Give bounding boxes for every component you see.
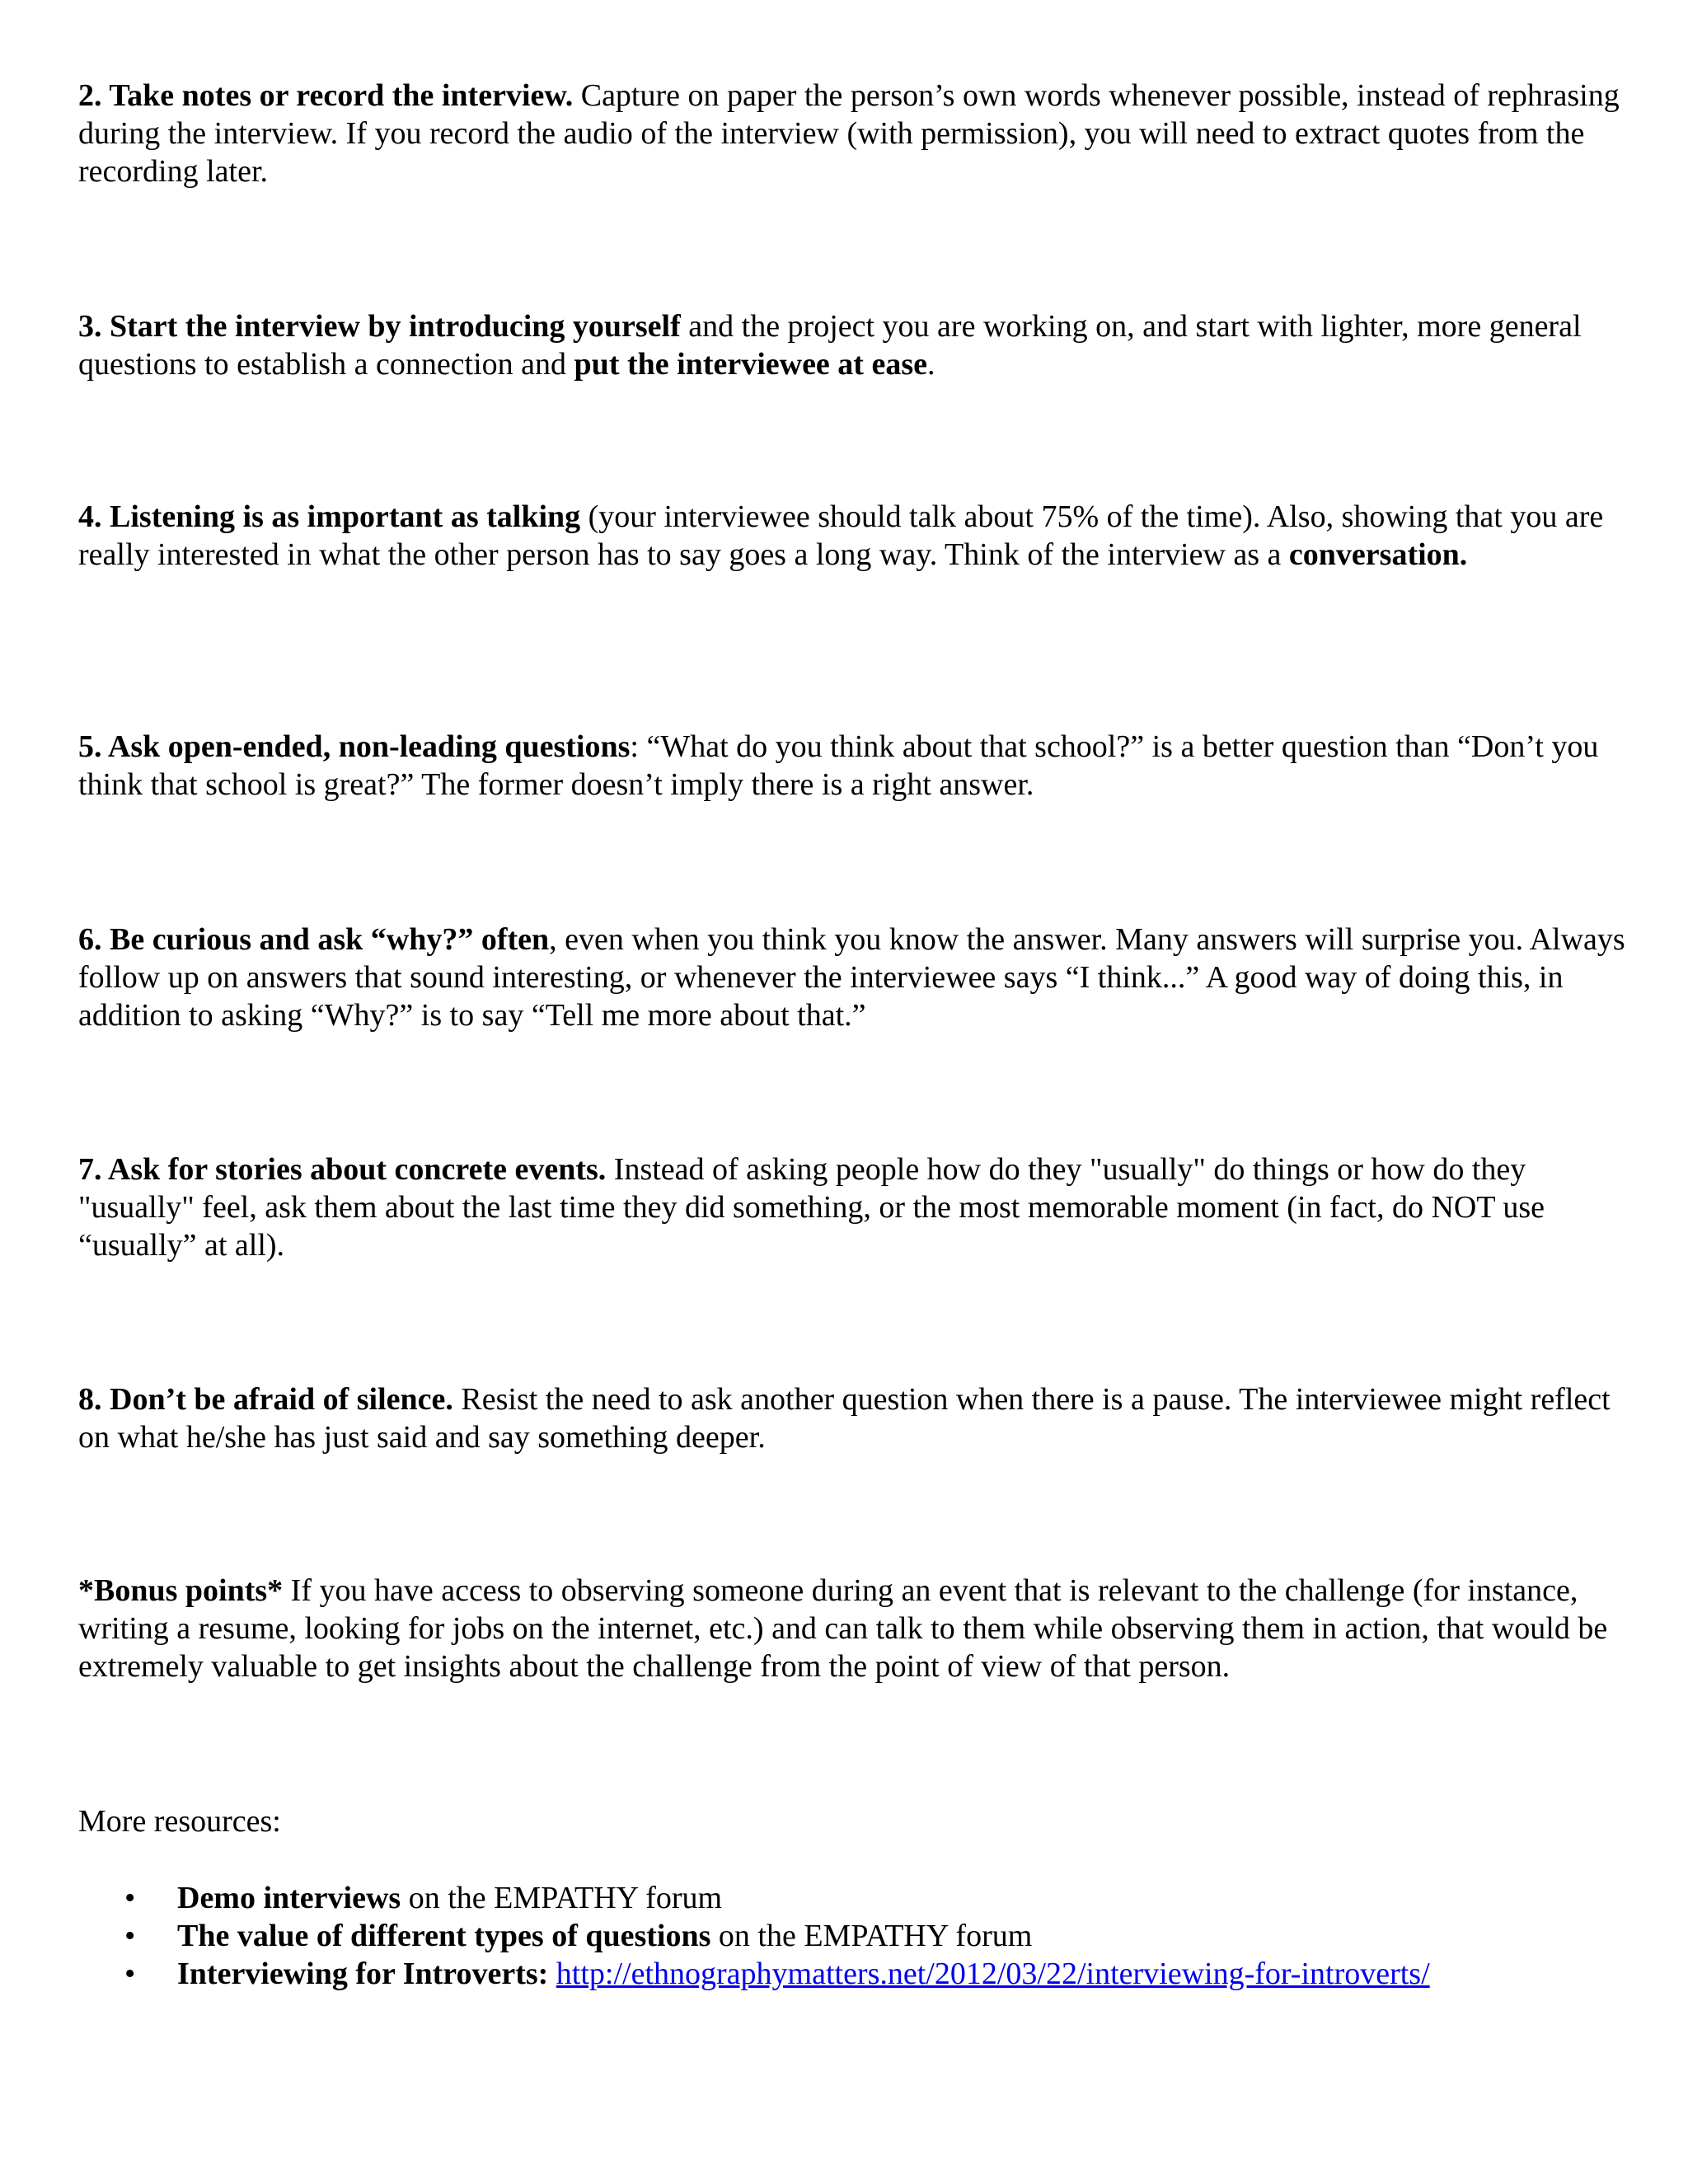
resources-list (78, 1879, 1628, 1993)
tip-body: If you have access to observing someone during an event that is relevant to the challenge (for instance, writing a resume, looking for jobs on the internet, etc.) and can talk to them while observing them in action, that would be extremely valuable to get insights about the challenge from the point of view of that person. (78, 1573, 1608, 1684)
tip-concrete-events (78, 1151, 1628, 1264)
tip-body: (your interviewee should talk about 75% of the time). Also, showing that you are really interested in what the other person has to say goes a long way. Think of the interview as a (78, 499, 1604, 572)
tip-listening (78, 498, 1628, 574)
resources-title: More resources: (78, 1804, 281, 1839)
tip-heading: 6. Be curious and ask “why?” often (78, 922, 550, 957)
tip-heading: 7. Ask for stories about concrete events. (78, 1152, 607, 1187)
tip-body: Resist the need to ask another question when there is a pause. The interviewee might reflect on what he/she has just said and say something deeper. (78, 1382, 1611, 1455)
resource-title: Demo interviews (177, 1881, 401, 1915)
tip-bonus-points (78, 1572, 1628, 1685)
tip-heading: 8. Don’t be afraid of silence. (78, 1382, 453, 1417)
tip-heading: *Bonus points* (78, 1573, 284, 1608)
introverts-link[interactable]: http://ethnographymatters.net/2012/03/22/interviewing-for-introverts/ (556, 1957, 1430, 1991)
bullet-icon: • (124, 1957, 136, 1991)
tip-tail: . (926, 347, 935, 382)
bullet-icon: • (124, 1881, 136, 1915)
tip-heading: 2. Take notes or record the interview. (78, 78, 574, 113)
resource-title: The value of different types of questions (177, 1919, 711, 1953)
tip-emphasis: put the interviewee at ease (574, 347, 927, 382)
tip-take-notes (78, 77, 1628, 190)
tip-body: and the project you are working on, and start with lighter, more general questions to establish a connection and (78, 309, 1582, 382)
tip-emphasis: conversation. (1288, 537, 1468, 572)
resource-text (548, 1957, 556, 1991)
resource-text: on the EMPATHY forum (401, 1881, 723, 1915)
tip-heading: 4. Listening is as important as talking (78, 499, 581, 534)
tip-body: : “What do you think about that school?” is a better question than “Don’t you think that school is great?” The former doesn’t imply there is a right answer. (78, 729, 1599, 802)
tip-heading: 3. Start the interview by introducing yourself (78, 309, 681, 344)
tip-body: Capture on paper the person’s own words whenever possible, instead of rephrasing during the interview. If you record the audio of the interview (with permission), you will need to extract quotes from the recording later. (78, 78, 1620, 189)
resource-introverts (78, 1955, 1628, 1993)
tip-body: , even when you think you know the answer. Many answers will surprise you. Always follow up on answers that sound interesting, or whenever the interviewee says “I think...” A good way of doing this, in addition to asking “Why?” is to say “Tell me more about that.” (78, 922, 1625, 1033)
tip-heading: 5. Ask open-ended, non-leading questions (78, 729, 631, 764)
resource-title: Interviewing for Introverts: (177, 1957, 549, 1991)
bullet-icon: • (124, 1919, 136, 1953)
resource-demo-interviews (78, 1879, 1628, 1917)
tip-silence (78, 1380, 1628, 1456)
tip-body: Instead of asking people how do they "usually" do things or how do they "usually" feel, ask them about the last time they did something, or the most memorable moment (in fact, do NOT use “usually” at all). (78, 1152, 1545, 1263)
tip-open-ended-questions (78, 728, 1628, 804)
resource-question-types (78, 1917, 1628, 1955)
tip-introduce-yourself (78, 307, 1628, 383)
resource-text: on the EMPATHY forum (710, 1919, 1033, 1953)
tip-be-curious (78, 921, 1628, 1034)
